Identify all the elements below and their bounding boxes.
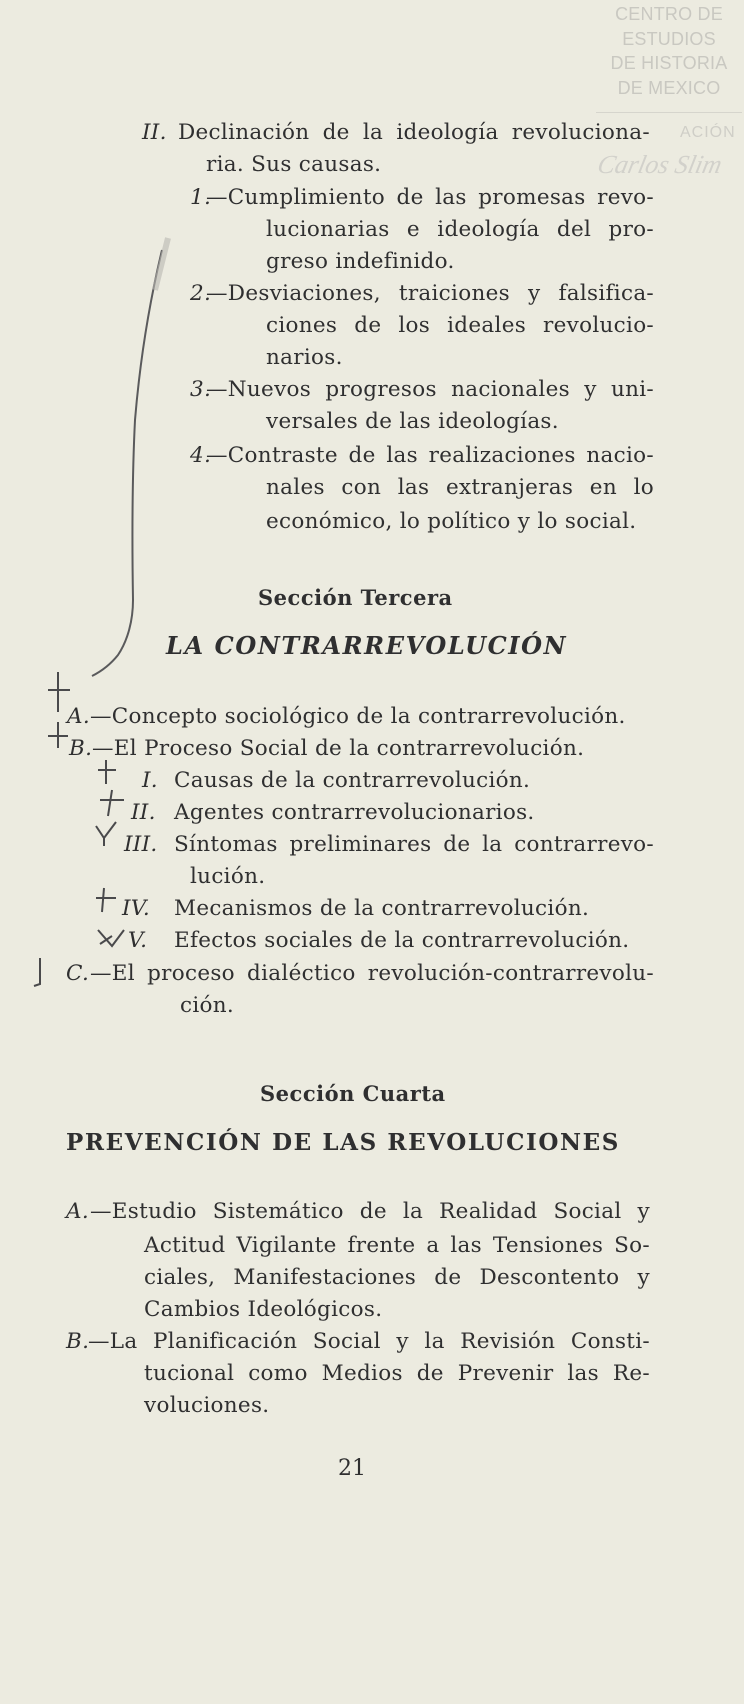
stamp-line: ESTUDIOS: [622, 28, 716, 49]
pen-tick-5: [98, 930, 124, 946]
sub-text: Causas de la contrarrevolución.: [174, 768, 531, 793]
section-title: LA CONTRARREVOLUCIÓN: [166, 631, 568, 660]
stamp-line: DE MEXICO: [617, 77, 721, 98]
stamp-fragment: ACIÓN: [680, 124, 736, 141]
item-text: económico, lo político y lo social.: [266, 509, 637, 534]
list-marker: B.: [66, 1329, 90, 1354]
text-line: —Cumplimiento de las promesas revo-: [206, 185, 654, 210]
stamp-line: DE HISTORIA: [610, 53, 728, 73]
part-ii-title: [178, 117, 650, 149]
text-line: Declinación de la ideología revoluciona-: [178, 120, 650, 145]
item-text: [266, 310, 654, 342]
item-text: [266, 472, 654, 504]
item-text: narios.: [266, 345, 343, 370]
page-number: 21: [338, 1456, 366, 1481]
text-line: —Estudio Sistemático de la Realidad Social y: [90, 1199, 650, 1224]
text-line: —Desviaciones, traiciones y falsifica-: [206, 281, 654, 306]
sub-text: Efectos sociales de la contrarrevolución.: [174, 928, 630, 953]
text-line: —La Planificación Social y la Revisión Consti-: [88, 1329, 650, 1354]
text-line: ciones de los ideales revolucio-: [266, 313, 654, 338]
sub-text: Agentes contrarrevolucionarios.: [174, 800, 535, 825]
list-item-text: [144, 1358, 650, 1390]
text-line: ciales, Manifestaciones de Descontento y: [144, 1265, 650, 1290]
text-line: Actitud Vigilante frente a las Tensiones So-: [144, 1233, 650, 1258]
part-ii-marker: II.: [142, 120, 167, 145]
stamp-line: CENTRO DE: [615, 4, 723, 24]
list-item-text: [90, 1196, 650, 1228]
list-item-text: —El Proceso Social de la contrarrevolución.: [92, 736, 585, 761]
archive-stamp: [596, 2, 742, 112]
section-heading: Sección Tercera: [258, 585, 453, 610]
list-item-text: ción.: [180, 993, 235, 1018]
list-item-text: —Concepto sociológico de la contrarrevolución.: [90, 704, 626, 729]
text-line: lucionarias e ideología del pro-: [266, 217, 654, 242]
list-item-text: [90, 958, 654, 990]
pen-tick-b: [48, 722, 68, 748]
list-item-text: Cambios Ideológicos.: [144, 1297, 383, 1322]
pen-tick-c: [34, 958, 40, 986]
item-marker: 4.: [190, 443, 212, 468]
item-text: [206, 182, 654, 214]
text-line: tucional como Medios de Prevenir las Re-: [144, 1361, 650, 1386]
list-marker: A.: [67, 704, 90, 729]
section-title: PREVENCIÓN DE LAS REVOLUCIONES: [66, 1129, 620, 1156]
text-line: —Nuevos progresos nacionales y uni-: [206, 377, 654, 402]
list-marker: B.: [69, 736, 93, 761]
text-line: Síntomas preliminares de la contrarrevo-: [174, 832, 654, 857]
item-marker: 3.: [190, 377, 212, 402]
item-marker: 1.: [190, 185, 212, 210]
item-text: versales de las ideologías.: [266, 409, 559, 434]
list-item-text: [144, 1262, 650, 1294]
sub-text: Mecanismos de la contrarrevolución.: [174, 896, 590, 921]
list-item-text: [144, 1230, 650, 1262]
text-line: —El proceso dialéctico revolución-contrarrevolu-: [90, 961, 654, 986]
sub-marker: IV.: [122, 896, 150, 921]
item-text: [206, 374, 654, 406]
section-heading: Sección Cuarta: [260, 1081, 446, 1106]
list-marker: A.: [66, 1199, 89, 1224]
item-text: [206, 440, 654, 472]
list-item-text: voluciones.: [144, 1393, 270, 1418]
sub-marker: I.: [142, 768, 158, 793]
pen-tick-3: [96, 822, 116, 846]
item-marker: 2.: [190, 281, 212, 306]
signature-watermark: Carlos Slim: [595, 150, 725, 179]
sub-text: [174, 829, 654, 861]
item-text: greso indefinido.: [266, 249, 455, 274]
stamp-divider: [596, 112, 742, 113]
part-ii-title-cont: ria. Sus causas.: [206, 152, 382, 177]
pen-smudge: [155, 238, 168, 290]
list-marker: C.: [66, 961, 90, 986]
sub-marker: II.: [131, 800, 156, 825]
list-item-text: [88, 1326, 650, 1358]
pen-bracket-line: [92, 250, 162, 676]
text-line: nales con las extranjeras en lo: [266, 475, 654, 500]
pen-tick-2: [100, 790, 124, 816]
pen-tick-4: [96, 888, 116, 912]
text-line: —Contraste de las realizaciones nacio-: [206, 443, 654, 468]
item-text: [266, 214, 654, 246]
sub-marker: III.: [124, 832, 158, 857]
sub-text: lución.: [190, 864, 266, 889]
sub-marker: V.: [128, 928, 148, 953]
item-text: [206, 278, 654, 310]
